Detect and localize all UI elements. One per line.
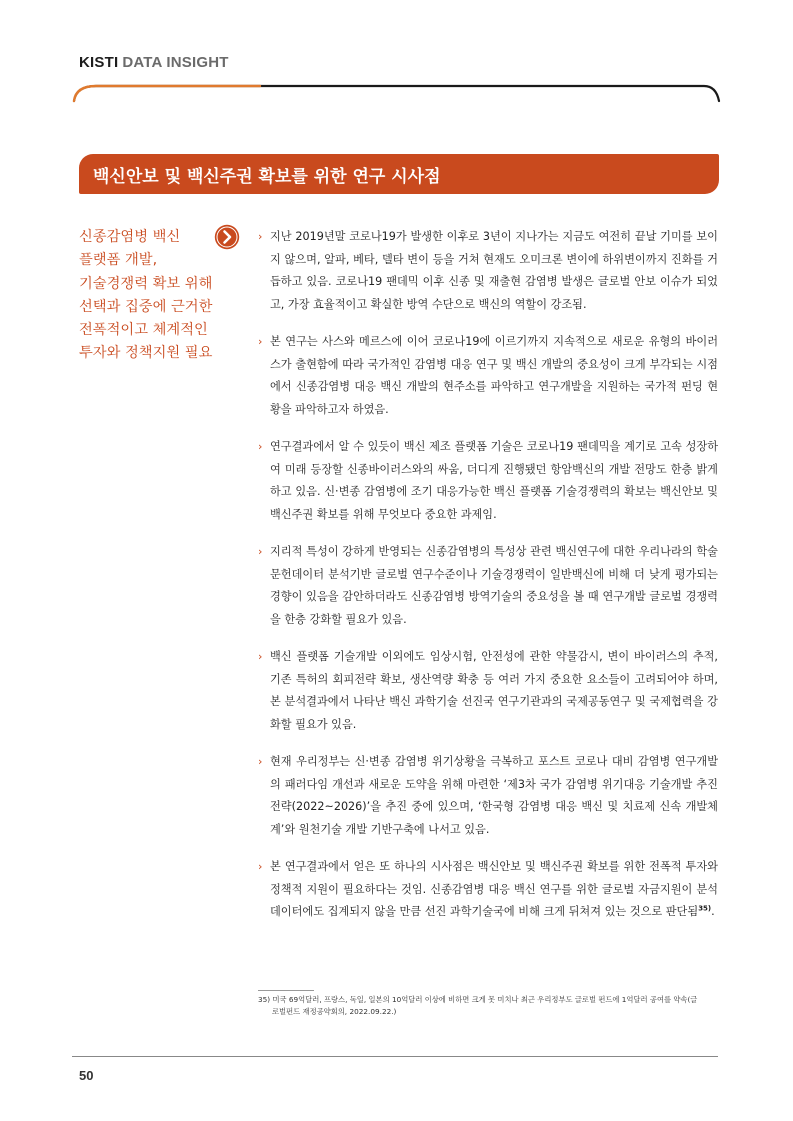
body-text: [258, 226, 718, 939]
summary-line: 기술경쟁력 확보 위해: [79, 275, 213, 292]
footnote-divider: [258, 990, 314, 991]
bullet-paragraph: [258, 856, 718, 924]
footer-rule: [72, 1056, 718, 1057]
summary-line: 선택과 집중에 근거한: [79, 298, 213, 315]
paragraph-text: 백신 플랫폼 기술개발 이외에도 임상시험, 안전성에 관한 약물감시, 변이 바이러스의 추적, 기존 특허의 회피전략 확보, 생산역량 확충 등 여러 가지 중요한 요소들이 고려되어야 하며, 본 분석결과에서 나타난 백신 과학기술 선진국 연구기관과의 국제공동연구 및 국제협력을 강화할 필요가 있음.: [270, 650, 718, 731]
bullet-paragraph: [258, 751, 718, 841]
summary-line: 투자와 정책지원 필요: [79, 345, 213, 362]
paragraph-text: 지난 2019년말 코로나19가 발생한 이후로 3년이 지나가는 지금도 여전히 끝날 기미를 보이지 않으며, 알파, 베타, 델타 변이 등을 거쳐 현재도 오미크론 변이에 하위변이까지 진화를 거듭하고 있음. 코로나19 팬데믹 이후 신종 및 재출현 감염병 발생은 글로벌 안보 이슈가 되었고, 가장 효율적이고 확실한 방역 수단으로 백신의 역할이 강조됨.: [270, 230, 718, 311]
bullet-chevron-icon: ›: [258, 860, 263, 873]
summary-line: 플랫폼 개발,: [79, 252, 158, 269]
bullet-chevron-icon: ›: [258, 230, 263, 243]
bullet-chevron-icon: ›: [258, 335, 263, 348]
footnote-marker: 35): [258, 995, 271, 1004]
footnote-text: 미국 69억달러, 프랑스, 독일, 일본의 10억달러 이상에 비하면 크게 못 미치나 최근 우리정부도 글로벌 펀드에 1억달러 공여를 약속(글: [272, 995, 698, 1004]
footnote: [258, 994, 720, 1018]
footnote-reference: 35): [698, 904, 712, 913]
key-summary: [79, 226, 229, 366]
paragraph-text: 연구결과에서 알 수 있듯이 백신 제조 플랫폼 기술은 코로나19 팬데믹을 계기로 고속 성장하여 미래 등장할 신종바이러스와의 싸움, 더디게 진행됐던 항암백신의 개발 전망도 한층 밝게 하고 있음. 신·변종 감염병에 조기 대응가능한 백신 플랫폼 기술경쟁력의 확보는 백신안보 및 백신주권 확보를 위해 무엇보다 중요한 과제임.: [270, 440, 718, 521]
bullet-paragraph: [258, 436, 718, 526]
summary-line: 전폭적이고 체계적인: [79, 322, 208, 339]
chevron-right-circle-icon: [214, 224, 240, 250]
section-title: 백신안보 및 백신주권 확보를 위한 연구 시사점: [93, 166, 441, 187]
paragraph-text: 현재 우리정부는 신·변종 감염병 위기상황을 극복하고 포스트 코로나 대비 감염병 연구개발의 패러다임 개선과 새로운 도약을 위해 마련한 ‘제3차 국가 감염병 위기대응 기술개발 추진전략(2022~2026)’을 추진 중에 있으며, ‘한국형 감염병 대응 백신 및 치료제 신속 개발체계’와 원천기술 개발 기반구축에 나서고 있음.: [270, 755, 718, 836]
section-banner: [79, 154, 719, 194]
bullet-chevron-icon: ›: [258, 650, 263, 663]
publication-brand: KISTI: [79, 54, 119, 71]
header-divider-line: [0, 0, 793, 110]
bullet-paragraph: [258, 541, 718, 631]
paragraph-text: 본 연구결과에서 얻은 또 하나의 시사점은 백신안보 및 백신주권 확보를 위한 전폭적 투자와 정책적 지원이 필요하다는 것임. 신종감염병 대응 백신 연구를 위한 글로벌 자금지원이 분석 데이터에도 집계되지 않을 만큼 선진 과학기술국에 비해 크게 뒤쳐져 있는 것으로 판단됨: [270, 860, 718, 918]
paragraph-text: 지리적 특성이 강하게 반영되는 신종감염병의 특성상 관련 백신연구에 대한 우리나라의 학술문헌데이터 분석기반 글로벌 연구수준이나 기술경쟁력이 일반백신에 비해 더 낮게 평가되는 경향이 있음을 감안하더라도 신종감염병 방역기술의 중요성을 볼 때 연구개발 글로벌 경쟁력을 한층 강화할 필요가 있음.: [270, 545, 718, 626]
bullet-chevron-icon: ›: [258, 545, 263, 558]
publication-subtitle: DATA INSIGHT: [122, 54, 229, 71]
paragraph-end-period: .: [711, 905, 715, 918]
summary-line: 신종감염병 백신: [79, 229, 181, 245]
bullet-paragraph: [258, 646, 718, 736]
paragraph-text: 본 연구는 사스와 메르스에 이어 코로나19에 이르기까지 지속적으로 새로운 유형의 바이러스가 출현함에 따라 국가적인 감염병 대응 연구 및 백신 개발의 중요성이 크게 부각되는 시점에서 신종감염병 대응 백신 개발의 현주소를 파악하고 연구개발을 지원하는 국가적 펀딩 현황을 파악하고자 하였음.: [270, 335, 718, 416]
bullet-paragraph: [258, 331, 718, 421]
bullet-paragraph: [258, 226, 718, 316]
page-number: 50: [79, 1068, 94, 1083]
footnote-continuation: 로벌펀드 재정공약회의, 2022.09.22.): [272, 1007, 397, 1016]
bullet-chevron-icon: ›: [258, 755, 263, 768]
bullet-chevron-icon: ›: [258, 440, 263, 453]
